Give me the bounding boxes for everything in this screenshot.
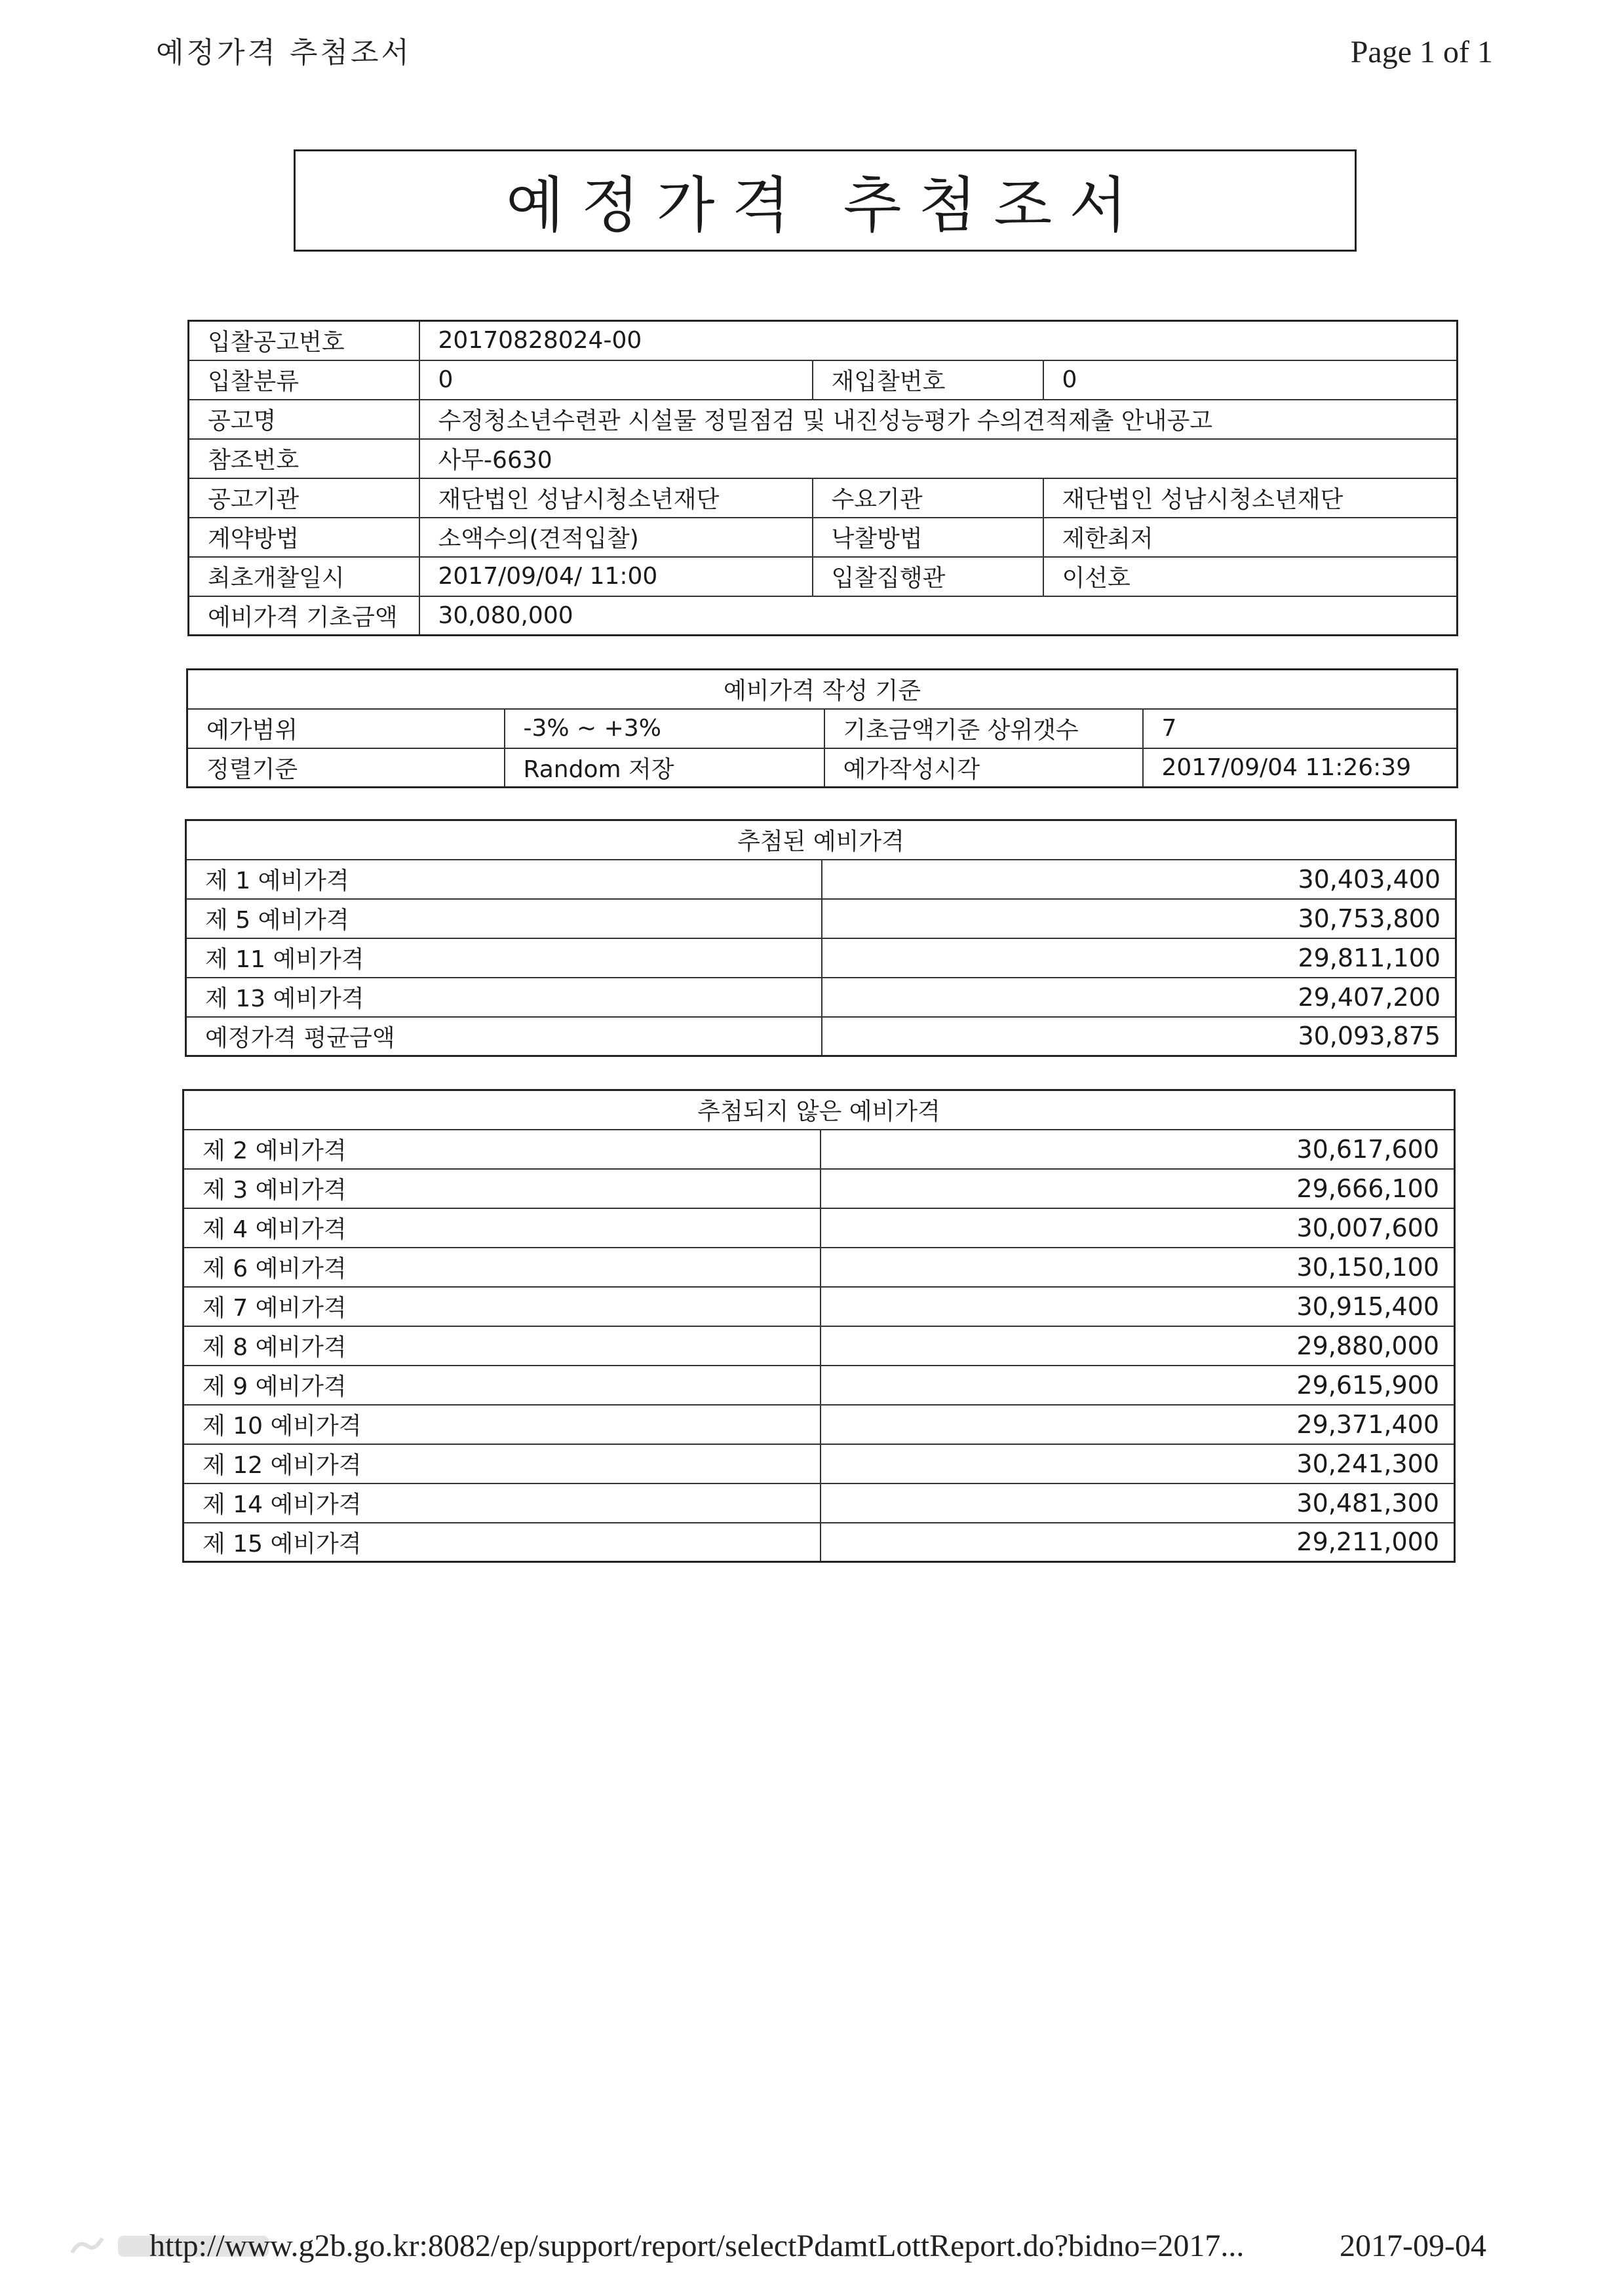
- drawn-price-label: 제 13 예비가격: [186, 978, 822, 1017]
- basis-heading: 예비가격 작성 기준: [187, 670, 1458, 709]
- sort-label: 정렬기준: [187, 748, 505, 788]
- ref-no-value: 사무-6630: [419, 439, 1458, 478]
- rebid-no-label: 재입찰번호: [813, 360, 1043, 400]
- notice-org-value: 재단법인 성남시청소년재단: [419, 478, 813, 518]
- not-drawn-price-label: 제 3 예비가격: [184, 1169, 821, 1208]
- header-doc-title: 예정가격 추첨조서: [156, 36, 412, 69]
- table-row: [189, 400, 1458, 439]
- rebid-no-value: 0: [1043, 360, 1458, 400]
- not-drawn-prices-table: [182, 1089, 1456, 1563]
- table-row: [187, 709, 1458, 748]
- page-title: 예정가격 추첨조서: [505, 170, 1145, 240]
- table-row: [189, 321, 1458, 360]
- sort-value: Random 저장: [505, 748, 824, 788]
- open-datetime-value: 2017/09/04/ 11:00: [419, 557, 813, 596]
- not-drawn-price-label: 제 10 예비가격: [184, 1405, 821, 1444]
- not-drawn-price-value: 30,241,300: [821, 1444, 1455, 1483]
- table-row: [184, 1208, 1455, 1248]
- table-row: [189, 596, 1458, 636]
- notice-name-value: 수정청소년수련관 시설물 정밀점검 및 내진성능평가 수의견적제출 안내공고: [419, 400, 1458, 439]
- table-row: [184, 1326, 1455, 1366]
- not-drawn-price-label: 제 12 예비가격: [184, 1444, 821, 1483]
- executor-label: 입찰집행관: [813, 557, 1043, 596]
- not-drawn-price-value: 29,666,100: [821, 1169, 1455, 1208]
- not-drawn-price-label: 제 2 예비가격: [184, 1130, 821, 1169]
- created-label: 예가작성시각: [824, 748, 1143, 788]
- table-row: [184, 1090, 1455, 1130]
- drawn-price-value: 29,407,200: [822, 978, 1456, 1017]
- not-drawn-price-value: 30,481,300: [821, 1483, 1455, 1523]
- top-count-label: 기초금액기준 상위갯수: [824, 709, 1143, 748]
- not-drawn-price-value: 30,150,100: [821, 1248, 1455, 1287]
- range-label: 예가범위: [187, 709, 505, 748]
- table-row: [184, 1248, 1455, 1287]
- table-row: [189, 439, 1458, 478]
- table-row: [184, 1444, 1455, 1483]
- notice-org-label: 공고기관: [189, 478, 419, 518]
- table-row: [186, 899, 1456, 938]
- demand-org-value: 재단법인 성남시청소년재단: [1043, 478, 1458, 518]
- table-row: [187, 670, 1458, 709]
- table-row: [186, 820, 1456, 860]
- award-method-value: 제한최저: [1043, 518, 1458, 557]
- created-value: 2017/09/04 11:26:39: [1143, 748, 1458, 788]
- drawn-price-label: 제 11 예비가격: [186, 938, 822, 978]
- not-drawn-price-label: 제 7 예비가격: [184, 1287, 821, 1326]
- executor-value: 이선호: [1043, 557, 1458, 596]
- title-box: [294, 149, 1357, 252]
- table-row: [184, 1130, 1455, 1169]
- print-date: 2017-09-04: [1340, 2229, 1486, 2263]
- table-row: [186, 978, 1456, 1017]
- bid-no-value: 20170828024-00: [419, 321, 1458, 360]
- bid-info-table: [187, 320, 1458, 636]
- table-row: [184, 1523, 1455, 1562]
- table-row: [187, 748, 1458, 788]
- average-label: 예정가격 평균금액: [186, 1017, 822, 1056]
- bid-class-value: 0: [419, 360, 813, 400]
- notice-name-label: 공고명: [189, 400, 419, 439]
- table-row: [186, 860, 1456, 899]
- table-row: [189, 478, 1458, 518]
- not-drawn-price-value: 29,371,400: [821, 1405, 1455, 1444]
- drawn-prices-table: [185, 819, 1457, 1057]
- table-row: [189, 360, 1458, 400]
- not-drawn-price-value: 29,615,900: [821, 1366, 1455, 1405]
- not-drawn-price-label: 제 9 예비가격: [184, 1366, 821, 1405]
- table-row: [184, 1483, 1455, 1523]
- base-amount-label: 예비가격 기초금액: [189, 596, 419, 636]
- open-datetime-label: 최초개찰일시: [189, 557, 419, 596]
- not-drawn-price-value: 29,211,000: [821, 1523, 1455, 1562]
- range-value: -3% ~ +3%: [505, 709, 824, 748]
- table-row: [189, 557, 1458, 596]
- source-url: http://www.g2b.go.kr:8082/ep/support/report/selectPdamtLottReport.do?bidno=2017...: [149, 2229, 1245, 2263]
- average-value: 30,093,875: [822, 1017, 1456, 1056]
- drawn-price-label: 제 1 예비가격: [186, 860, 822, 899]
- drawn-heading: 추첨된 예비가격: [186, 820, 1456, 860]
- page-indicator: Page 1 of 1: [1350, 35, 1493, 69]
- not-drawn-price-value: 30,007,600: [821, 1208, 1455, 1248]
- table-row: [184, 1169, 1455, 1208]
- table-row: [184, 1366, 1455, 1405]
- basis-table: [186, 668, 1458, 788]
- not-drawn-price-label: 제 4 예비가격: [184, 1208, 821, 1248]
- not-drawn-price-value: 30,915,400: [821, 1287, 1455, 1326]
- contract-method-label: 계약방법: [189, 518, 419, 557]
- base-amount-value: 30,080,000: [419, 596, 1458, 636]
- top-count-value: 7: [1143, 709, 1458, 748]
- table-row: [186, 938, 1456, 978]
- table-row: [184, 1405, 1455, 1444]
- contract-method-value: 소액수의(견적입찰): [419, 518, 813, 557]
- not-drawn-price-label: 제 6 예비가격: [184, 1248, 821, 1287]
- bid-class-label: 입찰분류: [189, 360, 419, 400]
- drawn-price-value: 30,753,800: [822, 899, 1456, 938]
- not-drawn-price-label: 제 14 예비가격: [184, 1483, 821, 1523]
- drawn-price-value: 29,811,100: [822, 938, 1456, 978]
- not-drawn-heading: 추첨되지 않은 예비가격: [184, 1090, 1455, 1130]
- demand-org-label: 수요기관: [813, 478, 1043, 518]
- bid-no-label: 입찰공고번호: [189, 321, 419, 360]
- table-row: [184, 1287, 1455, 1326]
- ref-no-label: 참조번호: [189, 439, 419, 478]
- not-drawn-price-value: 29,880,000: [821, 1326, 1455, 1366]
- not-drawn-price-label: 제 8 예비가격: [184, 1326, 821, 1366]
- not-drawn-price-label: 제 15 예비가격: [184, 1523, 821, 1562]
- table-row: [186, 1017, 1456, 1056]
- table-row: [189, 518, 1458, 557]
- drawn-price-label: 제 5 예비가격: [186, 899, 822, 938]
- not-drawn-price-value: 30,617,600: [821, 1130, 1455, 1169]
- drawn-price-value: 30,403,400: [822, 860, 1456, 899]
- award-method-label: 낙찰방법: [813, 518, 1043, 557]
